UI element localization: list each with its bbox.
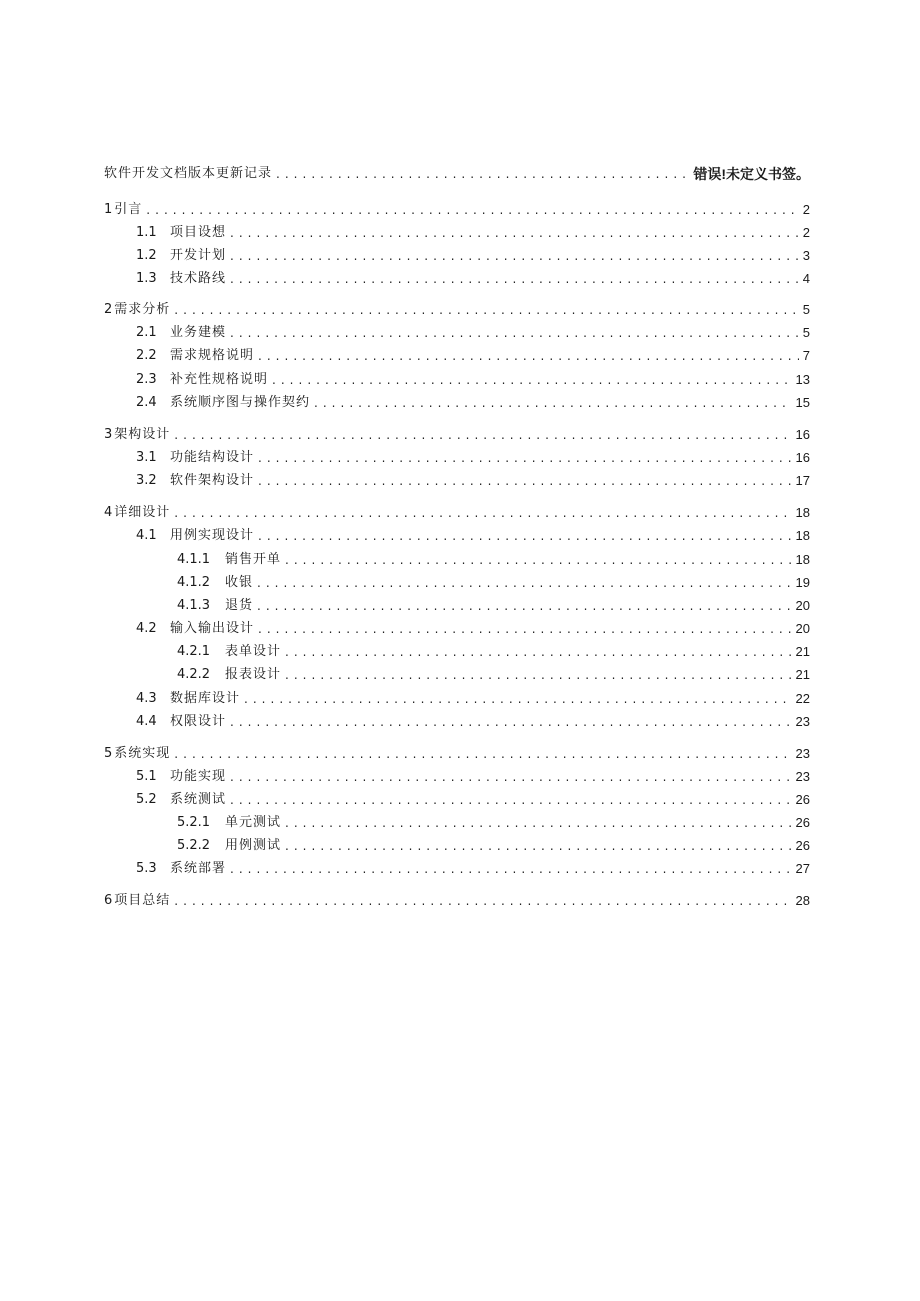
toc-entry-title: 系统实现 xyxy=(114,746,171,761)
toc-entry-number: 4.1 xyxy=(136,528,157,543)
toc-entry[interactable] xyxy=(136,221,810,241)
toc-dot-leader xyxy=(174,427,791,443)
toc-entry-page-number: 22 xyxy=(795,691,810,706)
toc-dot-leader xyxy=(230,714,792,730)
toc-entry[interactable] xyxy=(177,640,810,660)
toc-entry-number: 5 xyxy=(104,746,113,761)
toc-entry-title: 报表设计 xyxy=(225,667,282,682)
toc-dot-leader xyxy=(230,271,799,287)
toc-entry-title: 项目总结 xyxy=(114,893,171,908)
toc-entry-page-number: 17 xyxy=(795,473,810,488)
toc-entry-title: 功能实现 xyxy=(170,769,227,784)
toc-dot-leader xyxy=(244,691,792,707)
toc-entry[interactable] xyxy=(104,501,810,521)
toc-entry-number: 3.2 xyxy=(136,473,157,488)
toc-entry[interactable] xyxy=(104,423,810,443)
toc-dot-leader xyxy=(314,395,792,411)
toc-entry-number: 4.1.2 xyxy=(177,575,211,590)
toc-entry-title: 系统顺序图与操作契约 xyxy=(170,395,311,410)
toc-dot-leader xyxy=(230,225,799,241)
toc-entry-title: 需求分析 xyxy=(114,302,171,317)
toc-dot-leader xyxy=(258,473,792,489)
toc-entry[interactable] xyxy=(136,469,810,489)
toc-entry-page-number: 3 xyxy=(802,248,810,263)
toc-dot-leader xyxy=(230,248,799,264)
toc-entry-page-number: 16 xyxy=(795,427,810,442)
toc-entry-page-number: 23 xyxy=(795,769,810,784)
toc-entry[interactable] xyxy=(177,834,810,854)
toc-entry[interactable] xyxy=(104,198,810,218)
toc-entry-title: 业务建模 xyxy=(170,325,227,340)
toc-entry-title: 表单设计 xyxy=(225,644,282,659)
toc-entry-page-number: 26 xyxy=(795,815,810,830)
toc-dot-leader xyxy=(272,372,792,388)
toc-dot-leader xyxy=(285,838,792,854)
toc-entry-number: 1 xyxy=(104,202,113,217)
toc-entry-title: 收银 xyxy=(225,575,254,590)
toc-entry-page-number: 19 xyxy=(795,575,810,590)
toc-dot-leader xyxy=(258,621,792,637)
toc-dot-leader xyxy=(258,348,799,364)
toc-entry[interactable] xyxy=(136,710,810,730)
toc-entry-number: 2.1 xyxy=(136,325,157,340)
toc-entry-page-number: 18 xyxy=(795,528,810,543)
toc-entry-number: 4.2.2 xyxy=(177,667,211,682)
toc-entry[interactable] xyxy=(136,344,810,364)
toc-entry[interactable] xyxy=(136,244,810,264)
toc-dot-leader xyxy=(174,746,791,762)
toc-entry-title: 输入输出设计 xyxy=(170,621,255,636)
toc-entry-page-number: 26 xyxy=(795,792,810,807)
toc-entry-title: 引言 xyxy=(114,202,143,217)
toc-entry-number: 4.1.1 xyxy=(177,552,211,567)
toc-dot-leader xyxy=(230,792,792,808)
toc-entry-page-number: 18 xyxy=(795,552,810,567)
toc-entry[interactable] xyxy=(104,162,810,182)
toc-entry-number: 2 xyxy=(104,302,113,317)
toc-entry-title: 单元测试 xyxy=(225,815,282,830)
toc-dot-leader xyxy=(285,644,792,660)
toc-entry-number: 4.2 xyxy=(136,621,157,636)
toc-entry-number: 3.1 xyxy=(136,450,157,465)
toc-entry-title: 项目设想 xyxy=(170,225,227,240)
toc-dot-leader xyxy=(174,302,798,318)
toc-entry[interactable] xyxy=(136,857,810,877)
toc-entry-number: 2.2 xyxy=(136,348,157,363)
toc-entry-number: 5.1 xyxy=(136,769,157,784)
toc-entry[interactable] xyxy=(177,663,810,683)
toc-entry-title: 系统测试 xyxy=(170,792,227,807)
toc-entry-page-number: 7 xyxy=(802,348,810,363)
toc-entry-number: 4.3 xyxy=(136,691,157,706)
toc-entry-number: 3 xyxy=(104,427,113,442)
toc-dot-leader xyxy=(174,893,791,909)
toc-entry-page-number: 21 xyxy=(795,644,810,659)
toc-entry[interactable] xyxy=(136,391,810,411)
toc-dot-leader xyxy=(258,528,792,544)
toc-entry-number: 2.3 xyxy=(136,372,157,387)
toc-dot-leader xyxy=(276,166,689,182)
toc-entry[interactable] xyxy=(177,811,810,831)
toc-dot-leader xyxy=(230,769,792,785)
toc-entry-page-number: 20 xyxy=(795,621,810,636)
toc-entry[interactable] xyxy=(136,321,810,341)
toc-entry-page-number: 23 xyxy=(795,746,810,761)
toc-entry-title: 补充性规格说明 xyxy=(170,372,269,387)
toc-entry-number: 5.2.1 xyxy=(177,815,211,830)
toc-entry[interactable] xyxy=(136,617,810,637)
toc-dot-leader xyxy=(257,598,792,614)
toc-entry-number: 1.3 xyxy=(136,271,157,286)
toc-entry[interactable] xyxy=(136,368,810,388)
toc-entry-page-number: 27 xyxy=(795,861,810,876)
toc-entry-number: 5.2.2 xyxy=(177,838,211,853)
toc-entry-number: 2.4 xyxy=(136,395,157,410)
toc-entry[interactable] xyxy=(177,548,810,568)
toc-entry-title: 用例实现设计 xyxy=(170,528,255,543)
toc-entry-title: 系统部署 xyxy=(170,861,227,876)
toc-entry-page-number: 23 xyxy=(795,714,810,729)
toc-dot-leader xyxy=(174,505,791,521)
toc-entry[interactable] xyxy=(104,889,810,909)
toc-entry-title: 功能结构设计 xyxy=(170,450,255,465)
toc-entry-title: 用例测试 xyxy=(225,838,282,853)
toc-entry[interactable] xyxy=(104,298,810,318)
toc-entry[interactable] xyxy=(136,267,810,287)
toc-entry-page-number: 5 xyxy=(802,325,810,340)
toc-entry-title: 销售开单 xyxy=(225,552,282,567)
toc-entry-title: 详细设计 xyxy=(114,505,171,520)
toc-dot-leader xyxy=(146,202,798,218)
toc-entry-page-number: 5 xyxy=(802,302,810,317)
toc-entry-page-number: 26 xyxy=(795,838,810,853)
toc-entry-number: 1.1 xyxy=(136,225,157,240)
toc-entry-number: 4.1.3 xyxy=(177,598,211,613)
toc-entry-number: 5.2 xyxy=(136,792,157,807)
toc-entry-page-number: 15 xyxy=(795,395,810,410)
toc-entry-title: 技术路线 xyxy=(170,271,227,286)
toc-entry[interactable] xyxy=(104,742,810,762)
toc-entry-page-number: 4 xyxy=(802,271,810,286)
toc-entry-number: 5.3 xyxy=(136,861,157,876)
toc-entry-page-number: 21 xyxy=(795,667,810,682)
toc-entry-page-number: 16 xyxy=(795,450,810,465)
toc-entry[interactable] xyxy=(136,687,810,707)
toc-dot-leader xyxy=(285,667,792,683)
toc-entry-title: 软件架构设计 xyxy=(170,473,255,488)
toc-entry-page-number: 2 xyxy=(802,202,810,217)
toc-entry[interactable] xyxy=(177,594,810,614)
toc-entry[interactable] xyxy=(136,765,810,785)
toc-entry[interactable] xyxy=(136,446,810,466)
toc-entry-title: 开发计划 xyxy=(170,248,227,263)
toc-entry-page-number: 2 xyxy=(802,225,810,240)
toc-entry-page-number: 18 xyxy=(795,505,810,520)
toc-entry-number: 4.2.1 xyxy=(177,644,211,659)
toc-dot-leader xyxy=(285,552,792,568)
toc-entry-title: 架构设计 xyxy=(114,427,171,442)
toc-entry-page-number: 13 xyxy=(795,372,810,387)
toc-entry-title: 退货 xyxy=(225,598,254,613)
toc-entry[interactable] xyxy=(136,524,810,544)
toc-dot-leader xyxy=(285,815,792,831)
toc-entry-number: 4.4 xyxy=(136,714,157,729)
toc-dot-leader xyxy=(257,575,792,591)
toc-entry-title: 权限设计 xyxy=(170,714,227,729)
toc-entry-number: 1.2 xyxy=(136,248,157,263)
toc-dot-leader xyxy=(230,861,792,877)
toc-entry-title: 软件开发文档版本更新记录 xyxy=(104,166,273,181)
toc-dot-leader xyxy=(230,325,799,341)
toc-dot-leader xyxy=(258,450,792,466)
toc-entry-title: 数据库设计 xyxy=(170,691,241,706)
toc-entry[interactable] xyxy=(177,571,810,591)
toc-entry-title: 需求规格说明 xyxy=(170,348,255,363)
toc-entry-page-number: 28 xyxy=(795,893,810,908)
toc-entry[interactable] xyxy=(136,788,810,808)
toc-entry-number: 6 xyxy=(104,893,113,908)
toc-entry-number: 4 xyxy=(104,505,113,520)
toc-entry-page-number: 错误!未定义书签。 xyxy=(693,166,810,182)
toc-entry-page-number: 20 xyxy=(795,598,810,613)
